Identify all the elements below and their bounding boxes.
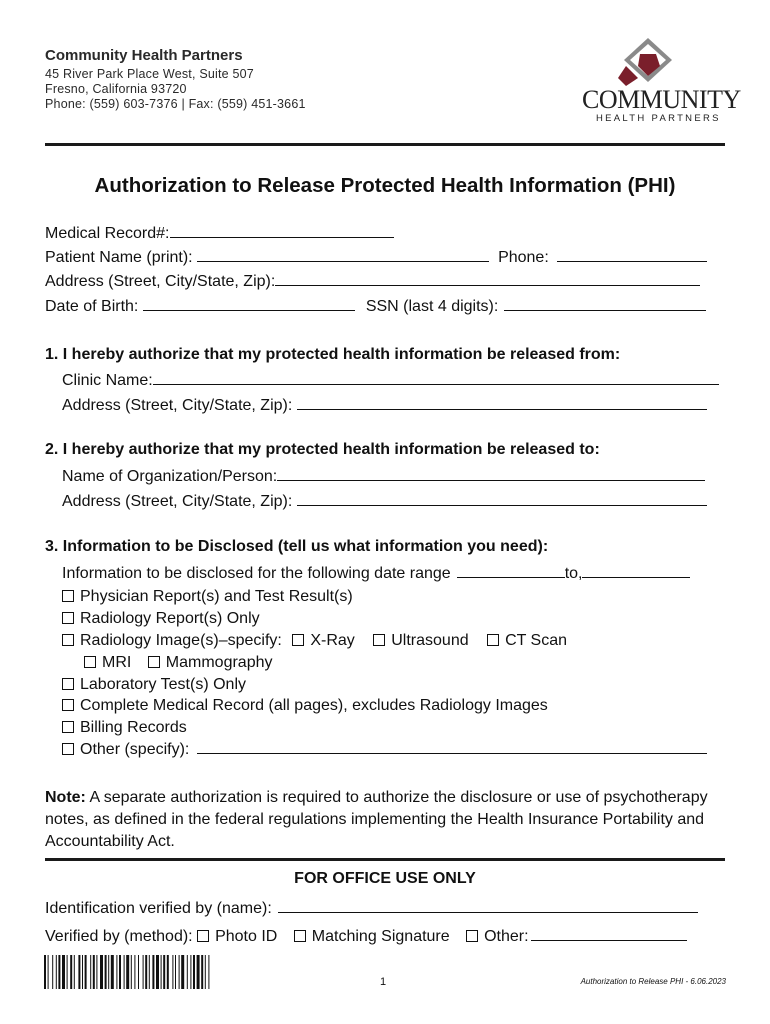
billing-label: Billing Records bbox=[80, 719, 187, 736]
radiology-images-checkbox[interactable] bbox=[62, 634, 74, 646]
org-contact: Phone: (559) 603-7376 | Fax: (559) 451-3661 bbox=[45, 97, 306, 111]
other-specify-field[interactable] bbox=[197, 740, 707, 754]
ssn-label: SSN (last 4 digits): bbox=[365, 298, 499, 315]
ultrasound-label: Ultrasound bbox=[391, 632, 469, 649]
clinic-name-field[interactable] bbox=[153, 371, 719, 385]
logo-subtitle: HEALTH PARTNERS bbox=[596, 113, 721, 124]
note-label: Note: bbox=[45, 789, 86, 806]
date-to-label: to, bbox=[564, 565, 583, 582]
org-address-line2: Fresno, California 93720 bbox=[45, 82, 187, 96]
mammography-label: Mammography bbox=[165, 654, 273, 671]
photo-id-label: Photo ID bbox=[215, 928, 278, 945]
patient-address-field[interactable] bbox=[275, 272, 700, 286]
from-address-row bbox=[62, 396, 707, 415]
xray-checkbox[interactable] bbox=[292, 634, 304, 646]
other-checkbox[interactable] bbox=[62, 743, 74, 755]
xray-label: X-Ray bbox=[310, 632, 355, 649]
radiology-reports-label: Radiology Report(s) Only bbox=[80, 610, 260, 627]
form-title: Authorization to Release Protected Health Information (PHI) bbox=[94, 174, 676, 197]
mammography-checkbox[interactable] bbox=[148, 656, 160, 668]
date-range-label: Information to be disclosed for the following date range bbox=[62, 565, 451, 582]
recipient-name-label: Name of Organization/Person: bbox=[62, 468, 278, 485]
to-address-row bbox=[62, 492, 707, 511]
page-number: 1 bbox=[380, 976, 387, 988]
option-complete bbox=[62, 697, 548, 715]
medical-record-row bbox=[45, 224, 394, 243]
dob-ssn-row bbox=[45, 297, 706, 316]
patient-address-label: Address (Street, City/State, Zip): bbox=[45, 273, 276, 290]
laboratory-checkbox[interactable] bbox=[62, 678, 74, 690]
office-divider bbox=[45, 858, 725, 861]
radiology-images-label: Radiology Image(s)–specify: bbox=[80, 632, 282, 649]
photo-id-checkbox[interactable] bbox=[197, 930, 209, 942]
to-address-label: Address (Street, City/State, Zip): bbox=[62, 493, 293, 510]
verified-name-field[interactable] bbox=[278, 899, 698, 913]
laboratory-label: Laboratory Test(s) Only bbox=[80, 676, 246, 693]
ct-scan-label: CT Scan bbox=[505, 632, 568, 649]
org-address-line1: 45 River Park Place West, Suite 507 bbox=[45, 67, 254, 81]
physician-checkbox[interactable] bbox=[62, 590, 74, 602]
dob-field[interactable] bbox=[143, 297, 355, 311]
barcode-image bbox=[44, 955, 324, 989]
office-other-field[interactable] bbox=[531, 927, 687, 941]
verified-method-row bbox=[45, 927, 687, 946]
patient-name-row bbox=[45, 248, 707, 267]
option-physician bbox=[62, 588, 353, 606]
to-address-field[interactable] bbox=[297, 492, 707, 506]
option-other bbox=[62, 740, 707, 759]
recipient-name-field[interactable] bbox=[277, 467, 705, 481]
office-other-checkbox[interactable] bbox=[466, 930, 478, 942]
verified-method-label: Verified by (method): bbox=[45, 928, 193, 945]
note-text: A separate authorization is required to authorize the disclosure or use of psychotherapy notes, as defined in the federal regulations implementing the Health Insurance Portability and Accountability Act. bbox=[45, 789, 708, 850]
logo-wordmark: COMMUNITY bbox=[582, 85, 741, 114]
option-mri-mammo bbox=[84, 654, 272, 672]
patient-name-field[interactable] bbox=[197, 248, 489, 262]
phone-label: Phone: bbox=[498, 249, 549, 266]
date-to-field[interactable] bbox=[582, 564, 690, 578]
option-billing bbox=[62, 719, 187, 737]
physician-label: Physician Report(s) and Test Result(s) bbox=[80, 588, 353, 605]
verified-name-label: Identification verified by (name): bbox=[45, 900, 272, 917]
header-divider bbox=[45, 143, 725, 146]
patient-address-row bbox=[45, 272, 700, 291]
ssn-field[interactable] bbox=[504, 297, 706, 311]
medical-record-field[interactable] bbox=[170, 224, 394, 238]
option-radiology-reports bbox=[62, 610, 260, 628]
from-address-field[interactable] bbox=[297, 396, 707, 410]
medical-record-label: Medical Record#: bbox=[45, 225, 170, 242]
phone-field[interactable] bbox=[557, 248, 707, 262]
complete-record-checkbox[interactable] bbox=[62, 699, 74, 711]
mri-checkbox[interactable] bbox=[84, 656, 96, 668]
radiology-reports-checkbox[interactable] bbox=[62, 612, 74, 624]
dob-label: Date of Birth: bbox=[45, 298, 139, 315]
clinic-name-label: Clinic Name: bbox=[62, 372, 153, 389]
clinic-name-row bbox=[62, 371, 719, 390]
office-other-label: Other: bbox=[484, 928, 529, 945]
complete-record-label: Complete Medical Record (all pages), excludes Radiology Images bbox=[80, 697, 548, 714]
billing-checkbox[interactable] bbox=[62, 721, 74, 733]
date-range-row bbox=[62, 564, 690, 583]
ultrasound-checkbox[interactable] bbox=[373, 634, 385, 646]
date-from-field[interactable] bbox=[457, 564, 565, 578]
matching-signature-label: Matching Signature bbox=[311, 928, 450, 945]
section2-heading: 2. I hereby authorize that my protected health information be released to: bbox=[45, 441, 600, 458]
section3-heading: 3. Information to be Disclosed (tell us what information you need): bbox=[45, 538, 549, 555]
option-laboratory bbox=[62, 676, 246, 694]
other-label: Other (specify): bbox=[80, 741, 190, 758]
verified-name-row bbox=[45, 899, 698, 918]
matching-signature-checkbox[interactable] bbox=[294, 930, 306, 942]
mri-label: MRI bbox=[102, 654, 132, 671]
from-address-label: Address (Street, City/State, Zip): bbox=[62, 397, 293, 414]
office-use-heading: FOR OFFICE USE ONLY bbox=[294, 870, 476, 887]
note-paragraph bbox=[45, 787, 725, 853]
patient-name-label: Patient Name (print): bbox=[45, 249, 193, 266]
option-radiology-images bbox=[62, 632, 567, 650]
recipient-name-row bbox=[62, 467, 705, 486]
org-name: Community Health Partners bbox=[45, 47, 243, 64]
diamond-logo-icon bbox=[582, 36, 732, 86]
ct-scan-checkbox[interactable] bbox=[487, 634, 499, 646]
section1-heading: 1. I hereby authorize that my protected health information be released from: bbox=[45, 346, 621, 363]
company-logo bbox=[582, 36, 741, 128]
form-id: Authorization to Release PHI - 6.06.2023 bbox=[580, 977, 726, 986]
